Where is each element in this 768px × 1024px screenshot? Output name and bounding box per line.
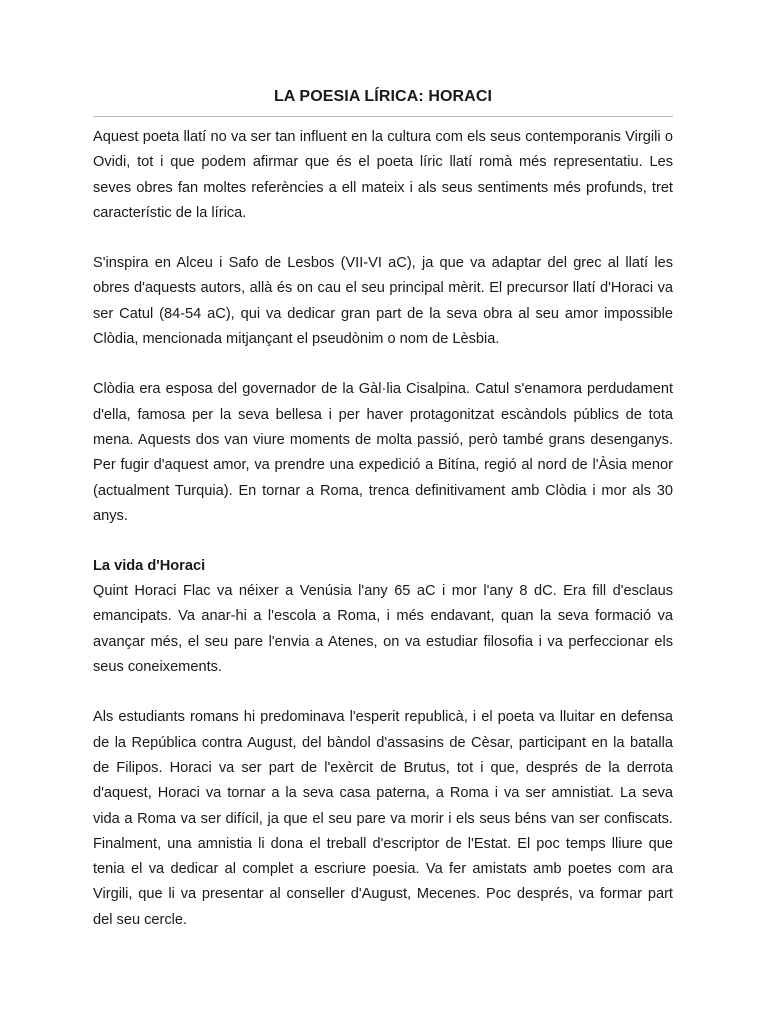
section-heading-life: La vida d'Horaci bbox=[93, 558, 206, 575]
paragraph-career: Als estudiants romans hi predominava l'esperit republicà, i el poeta va lluitar en defensa de la República contra August, del bàndol d'assasins de Cèsar, participant en la batalla de Filipos. Horaci va ser part de l'exèrcit de Brutus, tot i que, després de la derrota d'aquest, Horaci va tornar a la seva casa paterna, a Roma i va ser amnistiat. La seva vida a Roma va ser difícil, ja que el seu pare va morir i els seus béns van ser confiscats. Finalment, una amnistia li dona el treball d'escriptor de l'Estat. El poc temps lliure que tenia el va dedicar al complet a escriure poesia. Va fer amistats amb poetes com ara Virgili, que li va presentar al conseller d'August, Mecenes. Poc després, va formar part del seu cercle. bbox=[93, 709, 673, 928]
document-page bbox=[93, 86, 673, 958]
page-title: LA POESIA LÍRICA: HORACI bbox=[273, 88, 493, 105]
paragraph-intro: Aquest poeta llatí no va ser tan influent en la cultura com els seus contemporanis Virgili o Ovidi, tot i que podem afirmar que és el poeta líric llatí romà més representatiu. Les seves obres fan moltes referències a ell mateix i als seus sentiments més profunds, tret característic de la lírica. bbox=[93, 129, 673, 221]
title-divider bbox=[93, 116, 673, 117]
paragraph-clodia: Clòdia era esposa del governador de la Gàl·lia Cisalpina. Catul s'enamora perdudament d'ella, famosa per la seva bellesa i per haver protagonitzat escàndols públics de tota mena. Aquests dos van viure moments de molta passió, però també grans desenganys. Per fugir d'aquest amor, va prendre una expedició a Bitína, regió al nord de l'Àsia menor (actualment Turquia). En tornar a Roma, trenca definitivament amb Clòdia i mor als 30 anys. bbox=[93, 381, 673, 524]
paragraph-influences: S'inspira en Alceu i Safo de Lesbos (VII-VI aC), ja que va adaptar del grec al llatí les obres d'aquests autors, allà és on cau el seu principal mèrit. El precursor llatí d'Horaci va ser Catul (84-54 aC), qui va dedicar gran part de la seva obra al seu amor impossible Clòdia, mencionada mitjançant el pseudònim o nom de Lèsbia. bbox=[93, 255, 673, 348]
paragraph-birth: Quint Horaci Flac va néixer a Venúsia l'any 65 aC i mor l'any 8 dC. Era fill d'esclaus emancipats. Va anar-hi a l'escola a Roma, i més endavant, quan la seva formació va avançar més, el seu pare l'envia a Atenes, on va estudiar filosofia i va perfeccionar els seus coneixements. bbox=[93, 583, 673, 676]
